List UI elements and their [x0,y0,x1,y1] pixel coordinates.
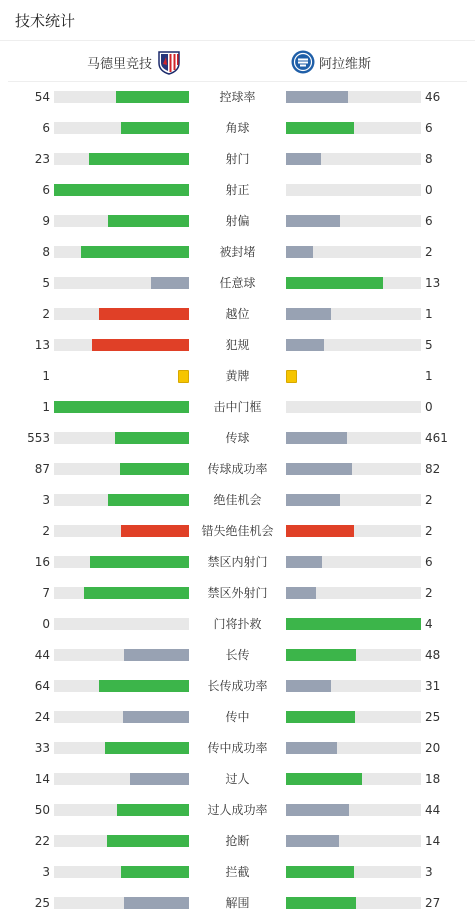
stat-label: 长传 [225,648,250,662]
home-stat-bar [54,897,189,909]
home-stat-bar [54,835,189,847]
away-stat-bar-fill [286,91,348,103]
home-stat-value: 5 [42,276,50,290]
home-stat-value: 9 [42,214,50,228]
stat-row [0,608,475,639]
home-stat-value: 553 [27,431,50,445]
home-stat-bar-fill [115,432,189,444]
home-stat-bar [54,494,189,506]
away-stat-bar [286,432,421,444]
page-title: 技术统计 [15,12,76,30]
stat-row [0,205,475,236]
away-stat-bar-fill [286,742,337,754]
stat-label: 门将扑救 [213,617,262,631]
stat-row [0,763,475,794]
away-stat-value: 6 [425,555,433,569]
stat-label: 射正 [225,183,250,197]
home-stat-value: 3 [42,865,50,879]
stat-label: 传中 [225,710,250,724]
stat-label: 拦截 [225,865,250,879]
stat-row [0,143,475,174]
away-stat-bar [286,184,421,196]
stat-label: 黄牌 [225,369,250,383]
away-stat-bar [286,122,421,134]
stat-label: 角球 [225,121,250,135]
home-stat-value: 64 [34,679,50,693]
stat-label: 传中成功率 [207,741,268,755]
home-stat-bar [54,339,189,351]
home-stat-bar-fill [90,556,189,568]
home-stat-bar-fill [105,742,189,754]
home-team-name: 马德里竞技 [86,56,152,72]
home-stat-bar-fill [107,835,189,847]
stat-label: 绝佳机会 [213,493,262,507]
away-stat-value: 13 [425,276,441,290]
home-stat-bar-fill [116,91,189,103]
stats-list [0,81,475,918]
home-stat-value: 25 [34,896,50,910]
stat-label: 传球 [225,431,250,445]
away-stat-value: 31 [425,679,441,693]
stat-label: 射偏 [225,214,250,228]
teams-header [8,41,467,82]
away-stat-bar [286,494,421,506]
away-stat-value: 2 [425,524,433,538]
stat-label: 抢断 [225,834,250,848]
home-stat-bar [54,680,189,692]
stat-label: 被封堵 [219,245,256,259]
home-stat-bar-fill [117,804,189,816]
away-stat-bar [286,91,421,103]
home-team[interactable] [87,49,180,75]
stat-row [0,484,475,515]
away-stat-value: 6 [425,121,433,135]
stat-row [0,81,475,112]
away-stat-bar-fill [286,587,316,599]
stat-row [0,887,475,918]
away-stat-value: 0 [425,183,433,197]
home-stat-value: 14 [34,772,50,786]
home-stat-bar [54,215,189,227]
stat-row [0,329,475,360]
away-stat-bar [286,339,421,351]
away-stat-value: 2 [425,586,433,600]
home-stat-value: 13 [34,338,50,352]
away-stat-bar [286,246,421,258]
away-stat-bar [286,680,421,692]
away-stat-bar [286,308,421,320]
stat-row [0,112,475,143]
home-stat-bar [54,153,189,165]
stat-label: 越位 [225,307,250,321]
away-stat-value: 44 [425,803,441,817]
away-stat-value: 0 [425,400,433,414]
away-stat-value: 2 [425,245,433,259]
stat-label: 禁区外射门 [207,586,268,600]
home-stat-value: 23 [34,152,50,166]
away-stat-value: 82 [425,462,441,476]
away-stat-bar-fill [286,897,356,909]
away-stat-bar [286,153,421,165]
away-stat-bar-fill [286,277,383,289]
home-stat-bar [54,91,189,103]
away-stat-value: 46 [425,90,441,104]
home-stat-value: 24 [34,710,50,724]
away-stat-bar [286,587,421,599]
home-stat-bar [54,742,189,754]
home-stat-bar [54,618,189,630]
stat-row [0,391,475,422]
home-stat-bar [54,866,189,878]
home-stat-value: 54 [34,90,50,104]
home-stat-value: 1 [42,369,50,383]
home-stat-bar-fill [99,308,189,320]
home-stat-bar [54,401,189,413]
stat-label: 射门 [225,152,250,166]
stat-row [0,701,475,732]
home-stat-value: 8 [42,245,50,259]
away-stat-value: 18 [425,772,441,786]
home-stat-bar [54,556,189,568]
away-stat-bar-fill [286,649,356,661]
away-stat-bar [286,742,421,754]
home-stat-bar [54,649,189,661]
stat-row [0,794,475,825]
away-stat-value: 4 [425,617,433,631]
away-stat-value: 461 [425,431,448,445]
away-stat-bar-fill [286,494,340,506]
away-stat-value: 27 [425,896,441,910]
home-stat-bar-fill [54,184,189,196]
home-stat-value: 3 [42,493,50,507]
home-stat-value: 16 [34,555,50,569]
home-stat-bar-fill [108,494,189,506]
home-stat-value: 87 [34,462,50,476]
away-stat-bar-fill [286,215,340,227]
away-stat-bar-fill [286,308,331,320]
stat-label: 控球率 [219,90,256,104]
stat-row [0,546,475,577]
alaves-crest-icon [291,50,315,74]
stat-row [0,422,475,453]
away-stat-value: 14 [425,834,441,848]
home-stat-bar [54,711,189,723]
away-stat-bar-fill [286,122,354,134]
home-stat-value: 0 [42,617,50,631]
home-stat-bar [54,587,189,599]
stat-row [0,732,475,763]
stat-label: 犯规 [225,338,250,352]
stat-label: 任意球 [219,276,256,290]
away-stat-bar-fill [286,463,352,475]
stat-label: 过人 [225,772,250,786]
home-stat-bar-fill [84,587,189,599]
away-stat-bar [286,463,421,475]
home-stat-bar [54,246,189,258]
home-stat-value: 50 [34,803,50,817]
away-stat-bar-fill [286,556,322,568]
stat-row [0,236,475,267]
away-stat-bar-fill [286,246,313,258]
home-stat-bar [54,804,189,816]
home-stat-value: 22 [34,834,50,848]
away-team-name: 阿拉维斯 [319,56,372,72]
away-stat-bar-fill [286,866,354,878]
home-stat-bar-fill [120,463,189,475]
away-stat-bar [286,711,421,723]
away-stat-bar-fill [286,711,355,723]
away-stat-bar-fill [286,153,321,165]
away-stat-bar-fill [286,835,339,847]
stat-row [0,825,475,856]
stats-header [0,0,475,41]
stat-row [0,670,475,701]
away-stat-bar-fill [286,804,349,816]
away-stat-bar [286,277,421,289]
away-stat-value: 1 [425,307,433,321]
away-stat-value: 3 [425,865,433,879]
home-stat-value: 44 [34,648,50,662]
home-stat-bar [54,308,189,320]
stat-label: 过人成功率 [207,803,268,817]
away-stat-bar [286,773,421,785]
home-stat-bar-fill [121,525,189,537]
home-stat-value: 2 [42,307,50,321]
home-stat-value: 7 [42,586,50,600]
stat-row [0,639,475,670]
away-stat-bar-fill [286,773,362,785]
home-stat-bar-fill [130,773,189,785]
away-team[interactable] [291,49,371,75]
home-stat-bar-fill [89,153,189,165]
away-stat-bar [286,649,421,661]
home-stat-bar [54,432,189,444]
home-stat-bar-fill [108,215,189,227]
home-stat-value: 6 [42,183,50,197]
home-stat-bar [54,463,189,475]
home-stat-value: 2 [42,524,50,538]
home-stat-bar-fill [121,866,189,878]
home-stat-value: 1 [42,400,50,414]
stat-label: 传球成功率 [207,462,268,476]
home-stat-bar-fill [92,339,189,351]
away-stat-bar-fill [286,432,347,444]
home-stat-bar-fill [99,680,189,692]
home-stat-bar-fill [123,711,189,723]
stat-label: 长传成功率 [207,679,268,693]
stat-row [0,298,475,329]
stat-label: 解围 [225,896,250,910]
home-stat-bar [54,122,189,134]
away-stat-value: 6 [425,214,433,228]
stat-label: 击中门框 [213,400,262,414]
away-stat-bar [286,897,421,909]
stat-row [0,856,475,887]
away-stat-bar [286,401,421,413]
away-stat-bar [286,835,421,847]
home-stat-bar-fill [124,649,189,661]
away-stat-bar-fill [286,618,421,630]
home-stat-value: 6 [42,121,50,135]
home-stat-bar-fill [121,122,189,134]
away-stat-bar-fill [286,680,331,692]
away-stat-value: 48 [425,648,441,662]
home-stat-bar [54,184,189,196]
home-stat-bar-fill [124,897,189,909]
home-stat-bar [54,773,189,785]
home-stat-value: 33 [34,741,50,755]
home-yellow-card-icon [178,370,189,383]
home-stat-bar [54,277,189,289]
away-stat-bar [286,866,421,878]
away-stat-value: 25 [425,710,441,724]
away-stat-bar [286,525,421,537]
stat-row [0,453,475,484]
stat-row [0,174,475,205]
away-stat-value: 2 [425,493,433,507]
stat-row [0,267,475,298]
away-stat-value: 20 [425,741,441,755]
away-stat-bar [286,804,421,816]
away-yellow-card-icon [286,370,297,383]
home-stat-bar-fill [81,246,189,258]
away-stat-bar-fill [286,525,354,537]
atletico-madrid-crest-icon [158,49,180,75]
home-stat-bar-fill [54,401,189,413]
away-stat-value: 5 [425,338,433,352]
stat-row [0,360,475,391]
home-stat-bar [54,525,189,537]
stat-row [0,577,475,608]
away-stat-value: 1 [425,369,433,383]
stat-label: 禁区内射门 [207,555,268,569]
stat-label: 错失绝佳机会 [201,524,274,538]
home-stat-bar-fill [151,277,189,289]
away-stat-value: 8 [425,152,433,166]
stat-row [0,515,475,546]
away-stat-bar-fill [286,339,324,351]
away-stat-bar [286,215,421,227]
away-stat-bar [286,618,421,630]
away-stat-bar [286,556,421,568]
